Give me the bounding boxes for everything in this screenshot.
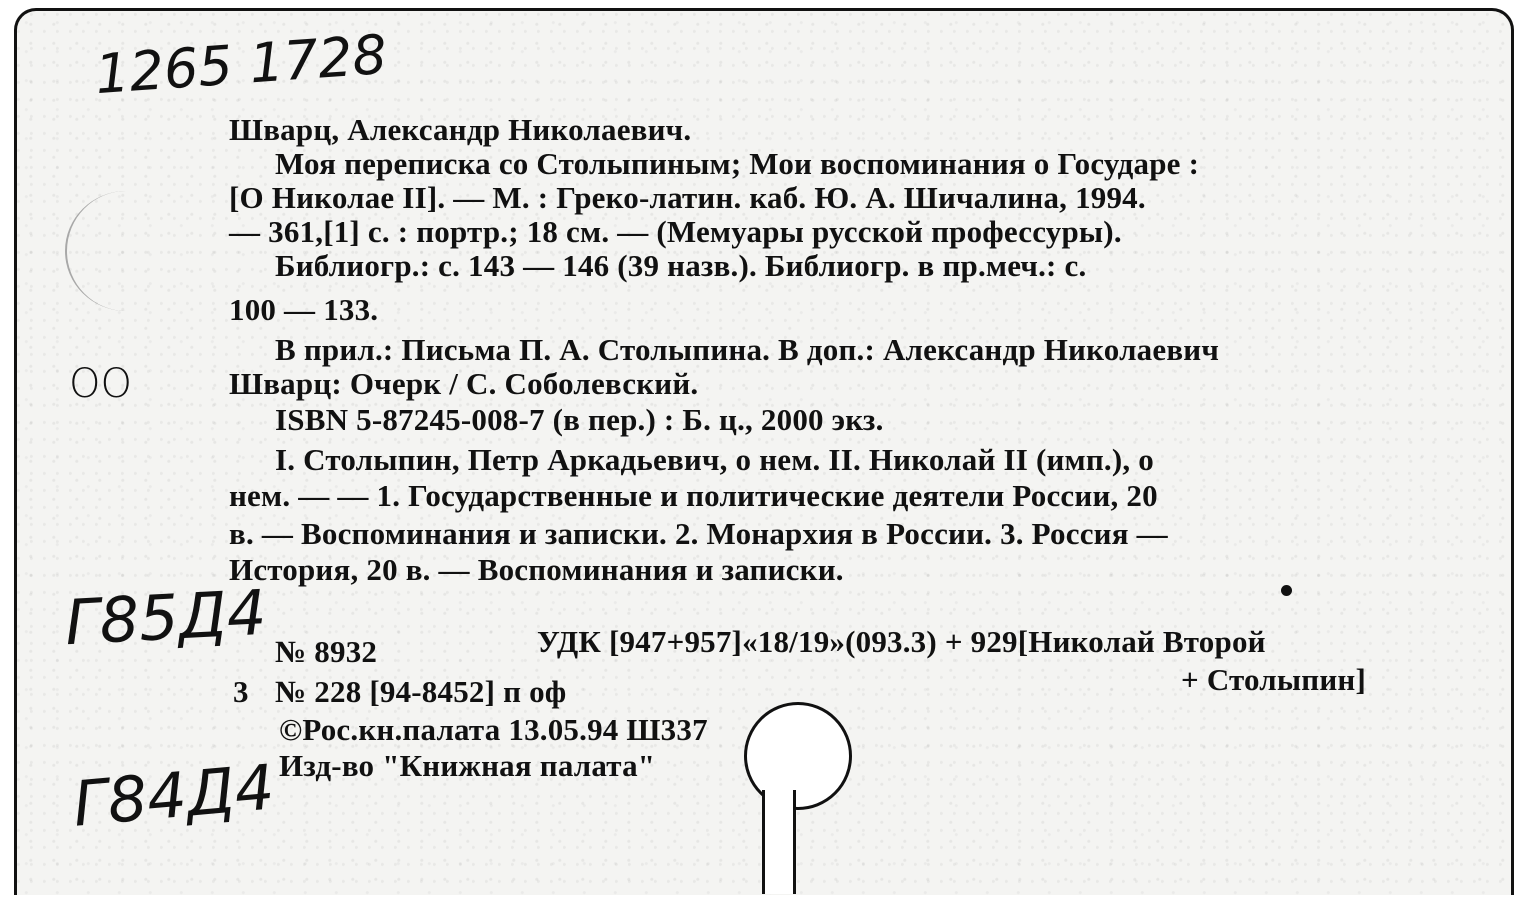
record-imprint-line: [О Николае II]. — М. : Греко-латин. каб. Ю. А. Шичалина, 1994. (229, 180, 1146, 215)
record-note-line: В прил.: Письма П. А. Столыпина. В доп.: Александр Николаевич (275, 332, 1220, 367)
record-note-line: Шварц: Очерк / С. Соболевский. (229, 366, 699, 401)
record-author: Шварц, Александр Николаевич. (229, 112, 692, 147)
footer-publisher: Изд-во "Книжная палата" (279, 748, 656, 783)
footer-copyright: ©Рос.кн.палата 13.05.94 Ш337 (279, 712, 708, 747)
footer-order-number: № 228 [94-8452] п оф (275, 674, 567, 709)
footer-record-number: № 8932 (275, 634, 378, 669)
handwritten-margin-mark: ОО (69, 361, 132, 407)
ink-dot (1281, 585, 1292, 596)
footer-udc: УДК [947+957]«18/19»(093.3) + 929[Николай Второй (537, 624, 1266, 659)
record-physical-line: — 361,[1] с. : портр.; 18 см. — (Мемуары русской профессуры). (229, 214, 1122, 249)
record-subject-line: нем. — — 1. Государственные и политические деятели России, 20 (229, 478, 1158, 513)
background-stain (65, 191, 187, 311)
footer-copy-count: 3 (233, 674, 249, 709)
record-subject-line: История, 20 в. — Воспоминания и записки. (229, 552, 844, 587)
record-isbn: ISBN 5-87245-008-7 (в пер.) : Б. ц., 2000 экз. (275, 402, 884, 437)
card-punch-slot (762, 790, 796, 894)
record-note-line: Библиогр.: с. 143 — 146 (39 назв.). Библиогр. в пр.меч.: с. (275, 248, 1087, 283)
handwritten-shelf-code-1: Г85Д4 (63, 575, 269, 660)
record-subject-line: в. — Воспоминания и записки. 2. Монархия в России. 3. Россия — (229, 516, 1168, 551)
record-title-line: Моя переписка со Столыпиным; Мои воспоминания о Государе : (275, 146, 1200, 181)
record-subject-line: I. Столыпин, Петр Аркадьевич, о нем. II. Николай II (имп.), о (275, 442, 1154, 477)
card-punch-hole (744, 702, 852, 810)
record-note-line: 100 — 133. (229, 292, 379, 327)
footer-udc-continuation: + Столыпин] (1181, 662, 1367, 697)
handwritten-shelf-code-2: Г84Д4 (70, 750, 278, 841)
handwritten-number: 1265 1728 (93, 22, 389, 107)
